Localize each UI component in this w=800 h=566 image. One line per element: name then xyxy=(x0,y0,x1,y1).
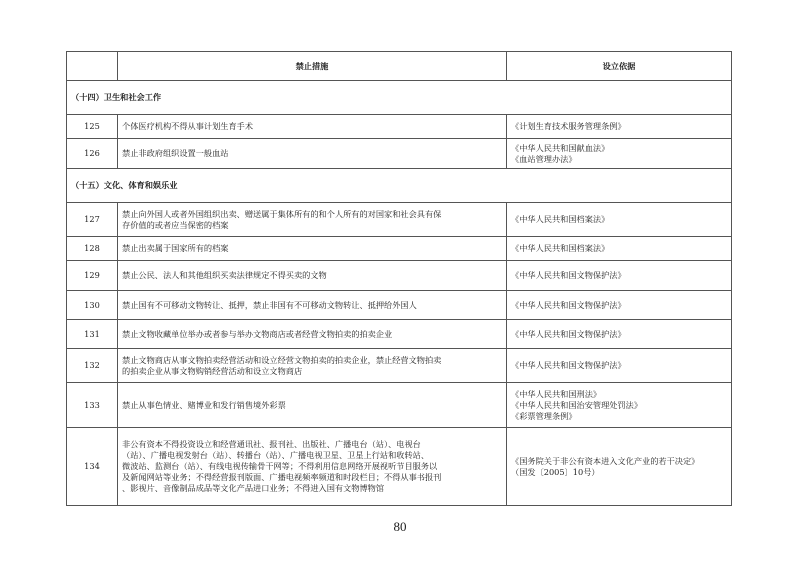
basis-cell xyxy=(507,237,732,261)
measure-line: 的拍卖企业从事文物购销经营活动和设立文物商店 xyxy=(122,365,303,376)
header-measures: 禁止措施 xyxy=(118,52,507,81)
table-row xyxy=(67,115,732,139)
measure-cell xyxy=(118,320,507,349)
row-number: 129 xyxy=(67,261,118,291)
table-row xyxy=(67,237,732,261)
row-number: 128 xyxy=(67,237,118,261)
measure-line: （站）、广播电视发射台（站）、转播台（站）、广播电视卫星、卫星上行站和收转站、 xyxy=(122,450,430,460)
measure-cell xyxy=(118,349,507,383)
measure-cell xyxy=(118,237,507,261)
basis-cell xyxy=(507,349,732,383)
measure-line: 禁止公民、法人和其他组织买卖法律规定不得买卖的文物 xyxy=(122,270,327,280)
measure-line: 禁止文物商店从事文物拍卖经营活动和设立经营文物拍卖的拍卖企业，禁止经营文物拍卖 xyxy=(122,354,442,365)
measure-line: 禁止从事色情业、赌博业和发行销售境外彩票 xyxy=(122,399,286,410)
header-basis: 设立依据 xyxy=(507,52,732,81)
section-row xyxy=(67,81,732,115)
row-number: 132 xyxy=(67,349,118,383)
basis-line: （国发〔2005〕10号） xyxy=(511,466,600,477)
header-number xyxy=(67,52,118,81)
basis-line: 《中华人民共和国文物保护法》 xyxy=(511,299,626,310)
measure-line: 禁止出卖属于国家所有的档案 xyxy=(122,243,229,253)
basis-line: 《中华人民共和国刑法》 xyxy=(511,388,602,399)
section-row xyxy=(67,169,732,203)
basis-line: 《中华人民共和国档案法》 xyxy=(511,214,610,224)
basis-line: 《彩票管理条例》 xyxy=(511,410,577,421)
measure-line: 存价值的或者应当保密的档案 xyxy=(122,219,229,230)
page-number: 80 xyxy=(393,519,407,534)
row-number: 131 xyxy=(67,320,118,349)
basis-cell xyxy=(507,428,732,506)
basis-cell xyxy=(507,203,732,237)
measures-table xyxy=(66,51,732,506)
table-row xyxy=(67,139,732,169)
basis-cell xyxy=(507,383,732,428)
row-number: 125 xyxy=(67,115,118,139)
basis-line: 《中华人民共和国献血法》 xyxy=(511,142,610,153)
measure-line: 微波站、监测台（站）、有线电视传输骨干网等；不得利用信息网络开展视听节目服务以 xyxy=(122,461,438,471)
measure-cell xyxy=(118,261,507,291)
measure-cell xyxy=(118,428,507,506)
row-number: 130 xyxy=(67,291,118,320)
basis-line: 《中华人民共和国文物保护法》 xyxy=(511,360,626,370)
measure-line: 、影视片、音像制品成品等文化产品进口业务；不得进入国有文物博物馆 xyxy=(122,483,385,493)
basis-line: 《中华人民共和国治安管理处罚法》 xyxy=(511,399,643,410)
row-number: 133 xyxy=(67,383,118,428)
measure-cell xyxy=(118,115,507,139)
table-row xyxy=(67,383,732,428)
basis-line: 《中华人民共和国档案法》 xyxy=(511,243,610,253)
basis-cell xyxy=(507,115,732,139)
table-body xyxy=(67,81,732,506)
table-row xyxy=(67,261,732,291)
row-number: 134 xyxy=(67,428,118,506)
table-row xyxy=(67,203,732,237)
measure-line: 禁止非政府组织设置一般血站 xyxy=(122,148,229,158)
measure-cell xyxy=(118,383,507,428)
measure-line: 及新闻网站等业务；不得经营报刊版面、广播电视频率频道和时段栏目；不得从事书报刊 xyxy=(122,472,442,482)
basis-line: 《计划生育技术服务管理条例》 xyxy=(511,121,626,131)
row-number: 126 xyxy=(67,139,118,169)
measure-cell xyxy=(118,203,507,237)
basis-cell xyxy=(507,139,732,169)
basis-cell xyxy=(507,291,732,320)
basis-line: 《中华人民共和国文物保护法》 xyxy=(511,328,626,339)
basis-cell xyxy=(507,320,732,349)
basis-cell xyxy=(507,261,732,291)
measure-line: 禁止国有不可移动文物转让、抵押，禁止非国有不可移动文物转让、抵押给外国人 xyxy=(122,299,417,310)
measure-cell xyxy=(118,139,507,169)
measure-line: 非公有资本不得投资设立和经营通讯社、报刊社、出版社、广播电台（站）、电视台 xyxy=(122,439,421,449)
table-row xyxy=(67,291,732,320)
basis-line: 《血站管理办法》 xyxy=(511,153,577,164)
measure-line: 禁止向外国人或者外国组织出卖、赠送属于集体所有的和个人所有的对国家和社会具有保 xyxy=(122,208,442,219)
measure-line: 禁止文物收藏单位举办或者参与举办文物商店或者经营文物拍卖的拍卖企业 xyxy=(122,328,393,339)
table-row xyxy=(67,349,732,383)
section-title: （十五）文化、体育和娱乐业 xyxy=(67,169,732,203)
section-title: （十四）卫生和社会工作 xyxy=(67,81,732,115)
measure-cell xyxy=(118,291,507,320)
row-number: 127 xyxy=(67,203,118,237)
table-row xyxy=(67,428,732,506)
table-header-row xyxy=(67,52,732,81)
basis-line: 《国务院关于非公有资本进入文化产业的若干决定》 xyxy=(511,455,700,466)
measure-line: 个体医疗机构不得从事计划生育手术 xyxy=(122,121,254,131)
table-row xyxy=(67,320,732,349)
basis-line: 《中华人民共和国文物保护法》 xyxy=(511,270,626,280)
